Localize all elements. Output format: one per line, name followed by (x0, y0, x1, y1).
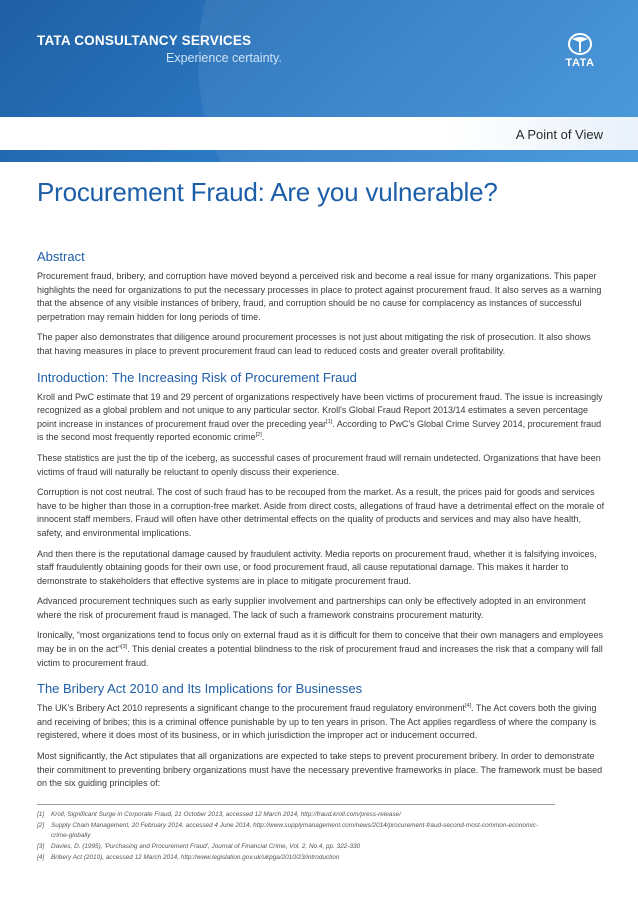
introduction-paragraph-1 (37, 391, 605, 445)
abstract-heading: Abstract (37, 249, 85, 264)
page-title: Procurement Fraud: Are you vulnerable? (37, 177, 498, 207)
abstract-paragraph-2: The paper also demonstrates that diligence around procurement processes is not just about mitigating the risk of prosecution. It also shows that having measures in place to prevent procurement fraud can lead to reduced costs and greater overall profitability. (37, 332, 591, 356)
abstract-section (37, 249, 605, 359)
footnote-number: [1] (37, 811, 45, 818)
footnote-text: Supply Chain Management, 20 February 2014, accessed 4 June 2014, http://www.supplymanagement.com/news/2014/procurement-fraud-second-most-common-economic-crime-globally (51, 822, 539, 839)
footnote-ref-2: [2] (255, 432, 262, 439)
brand-tagline: Experience certainty. (166, 51, 282, 65)
intro-p6-text-a: Ironically, “most organizations tend to focus only on external fraud as it is difficult for them to conceive that their own managers and employees may be in on the act” (37, 630, 603, 655)
intro-p1-text-b: . According to PwC's Global Crime Survey 2014, procurement fraud is the second most frequently reported economic crime (37, 418, 602, 443)
footnote-number: [4] (37, 853, 45, 861)
footnote-ref-4: [4] (464, 703, 472, 710)
intro-p6-text-b: . This denial creates a potential blindness to the risk of procurement fraud and increases the risk that a company will fall victim to procurement fraud. (37, 644, 603, 668)
footnote-item (37, 821, 555, 840)
footnote-ref-3: [3] (121, 644, 128, 651)
introduction-paragraph-4: And then there is the reputational damage caused by fraudulent activity. Media reports on procurement fraud, whether it is falsifying invoices, staff fraudulently obtaining goods for their own use, or food procurement fraud, all cause reputational damage. This makes it harder to demonstrate to stakeholders that effective systems are in place to mitigate procurement fraud. (37, 548, 597, 586)
introduction-paragraph-2: These statistics are just the tip of the iceberg, as successful cases of procurement fraud will remain undetected. Organizations that have been victims of fraud will naturally be reluctant to openly discuss their experience. (37, 452, 601, 477)
bribery-act-heading: The Bribery Act 2010 and Its Implications for Businesses (37, 681, 363, 697)
introduction-paragraph-5: Advanced procurement techniques such as early supplier involvement and partnerships can only be effectively adopted in an environment where the risk of procurement fraud is managed. The lack of such a framework constrains procurement maturity. (37, 596, 586, 620)
footnote-ref-1: [1] (326, 418, 333, 425)
introduction-heading: Introduction: The Increasing Risk of Procurement Fraud (37, 369, 357, 385)
footnote-text: Bribery Act (2010), accessed 12 March 2014, http://www.legislation.gov.uk/ukpga/2010/23/introduction (51, 853, 340, 861)
brand-name: TATA CONSULTANCY SERVICES (37, 33, 252, 48)
abstract-paragraph-1: Procurement fraud, bribery, and corruption have moved beyond a perceived risk and become a real issue for many organizations. This paper highlights the need for organizations to put the necessary processes in place to protect against procurement fraud. It also serves as a warning that the absence of any visible instances of bribery, fraud, and corruption should be no cause for complacency as instances of successful perpetration may remain hidden for long periods of time. (37, 271, 602, 322)
bribery-paragraph-1 (37, 702, 605, 743)
footnote-text: Kroll, Significant Surge in Corporate Fraud, 21 October 2013, accessed 12 March 2014, http://fraud.kroll.com/press-release/ (51, 811, 401, 818)
bribery-paragraph-2: Most significantly, the Act stipulates that all organizations are expected to take steps to prevent procurement bribery. In order to demonstrate their commitment to preventing bribery organizations must have the necessary preventive frameworks in place. The framework must be based on the six guiding principles of: (37, 751, 603, 789)
main-content (37, 249, 605, 798)
footnote-item (37, 853, 555, 863)
intro-p1-text-c: . (261, 432, 265, 443)
tata-logo-word: TATA (565, 57, 595, 69)
footnote-text: Davies, D. (1995), 'Purchasing and Procurement Fraud', Journal of Financial Crime, Vol. 2, No.4, pp. 322-330 (51, 842, 361, 850)
tata-emblem-icon (568, 33, 592, 55)
bribery-p1-text-b: . The Act covers both the giving and receiving of bribes; this is a criminal offence punishable by up to ten years in prison. The Act applies regardless of where the company is registered, where it does most of its business, or in which jurisdiction the improper act or inducement occurred. (37, 703, 597, 741)
footnotes (37, 804, 555, 864)
footnote-item (37, 842, 555, 852)
bribery-act-section (37, 681, 605, 791)
header-banner (0, 0, 638, 162)
point-of-view-label: A Point of View (515, 127, 603, 142)
footnote-item (37, 810, 555, 820)
intro-p1-text-a: Kroll and PwC estimate that 19 and 29 percent of organizations respectively have been victims of procurement fraud. The issue is increasingly recognized as a global problem and not unique to any particular sector. Kroll's Global Fraud Report 2013/14 estimates a seven percentage point increase in instances of procurement fraud over the preceding year (37, 391, 603, 429)
tata-logo (560, 33, 600, 69)
bribery-p1-text-a: The UK's Bribery Act 2010 represents a significant change to the procurement fraud regulatory environment (37, 703, 465, 714)
introduction-paragraph-3: Corruption is not cost neutral. The cost of such fraud has to be recouped from the market. As a result, the prices paid for goods and services have to be higher than those in a corruption-free market. Aside from direct costs, allegations of fraud have a detrimental effect on the morale of innocent staff members. Fraud will often have other detrimental effects on the quality of products and services and may also have health, safety, and environmental implications. (37, 487, 605, 538)
footnote-number: [3] (37, 842, 45, 850)
introduction-section (37, 370, 605, 671)
introduction-paragraph-6 (37, 629, 605, 670)
footnote-number: [2] (37, 822, 45, 830)
